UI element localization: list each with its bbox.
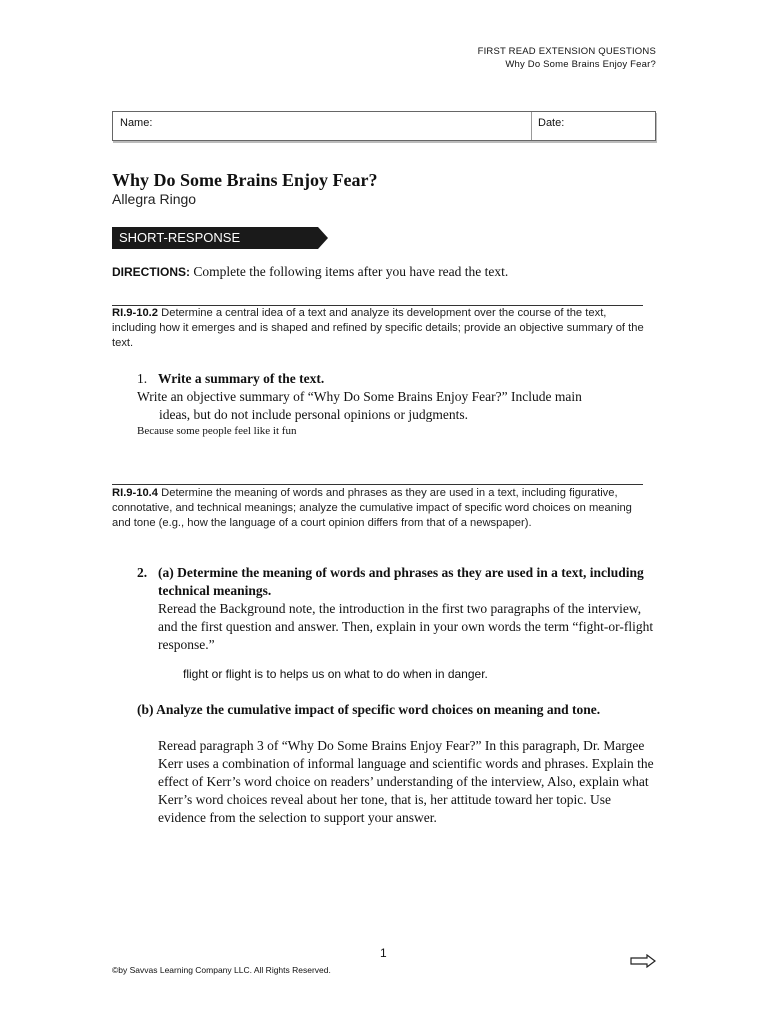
directions-text: Complete the following items after you have read the text. xyxy=(193,264,509,279)
standard-text: Determine a central idea of a text and analyze its development over the course of the text, including how it emerges and is shaped and refined by specific details; provide an objective summary of the text. xyxy=(112,307,644,349)
banner-arrow-tip xyxy=(318,227,328,249)
date-label: Date: xyxy=(538,117,565,129)
standard-text: Determine the meaning of words and phrases as they are used in a text, including figurative, connotative, and technical meanings; analyze the cumulative impact of specific word choices on meaning and tone (e.g., how the language of a court opinion differs from that of a newspaper). xyxy=(112,487,632,529)
header-doc-title: Why Do Some Brains Enjoy Fear? xyxy=(505,59,656,70)
question-1-heading: Write a summary of the text. xyxy=(158,371,325,386)
name-label: Name: xyxy=(120,117,153,129)
question-2b-prompt: Reread paragraph 3 of “Why Do Some Brains Enjoy Fear?” In this paragraph, Dr. Margee Kerr uses a combination of informal language and scientific words and phrases. Explain the effect of Kerr’s word choice on readers’ understanding of the interview, Also, explain what Kerr’s word choices reveal about her tone, that is, her attitude toward her topic. Use evidence from the selection to support your answer. xyxy=(158,738,654,825)
standard-code: RI.9-10.2 xyxy=(112,307,159,319)
question-1-number: 1. xyxy=(137,371,148,386)
page-number: 1 xyxy=(380,946,387,960)
question-2b-heading: (b) Analyze the cumulative impact of specific word choices on meaning and tone. xyxy=(137,702,601,717)
standard-divider xyxy=(112,484,643,485)
name-date-divider xyxy=(531,112,532,140)
section-banner: SHORT-RESPONSE QUESTIONS xyxy=(112,227,318,249)
standard-ri-9-10-2 xyxy=(112,306,652,351)
question-2-number: 2. xyxy=(137,565,148,580)
question-2a-prompt: Reread the Background note, the introduction in the first two paragraphs of the interview, and the first question and answer. Then, explain in your own words the term “fight-or-flight response.” xyxy=(158,601,654,652)
directions-label: DIRECTIONS: xyxy=(112,265,190,279)
header-section-label: FIRST READ EXTENSION QUESTIONS xyxy=(477,46,656,57)
standard-ri-9-10-4 xyxy=(112,486,652,531)
question-1-answer[interactable]: Because some people feel like it fun xyxy=(137,425,297,437)
name-date-box xyxy=(112,111,656,141)
page-title: Why Do Some Brains Enjoy Fear? xyxy=(112,170,378,190)
question-2a-heading: (a) Determine the meaning of words and phrases as they are used in a text, including technical meanings. xyxy=(158,565,644,598)
author-name: Allegra Ringo xyxy=(112,191,197,207)
question-1-prompt-line1: Write an objective summary of “Why Do Some Brains Enjoy Fear?” Include main xyxy=(137,389,582,404)
next-page-arrow-icon[interactable] xyxy=(630,954,656,973)
question-2a-answer[interactable]: flight or flight is to helps us on what to do when in danger. xyxy=(183,667,488,681)
question-1-prompt-line2: ideas, but do not include personal opinions or judgments. xyxy=(159,407,468,422)
question-1-prompt xyxy=(137,388,657,424)
directions xyxy=(112,264,508,280)
standard-code: RI.9-10.4 xyxy=(112,487,159,499)
copyright: ©by Savvas Learning Company LLC. All Rights Reserved. xyxy=(112,965,331,975)
